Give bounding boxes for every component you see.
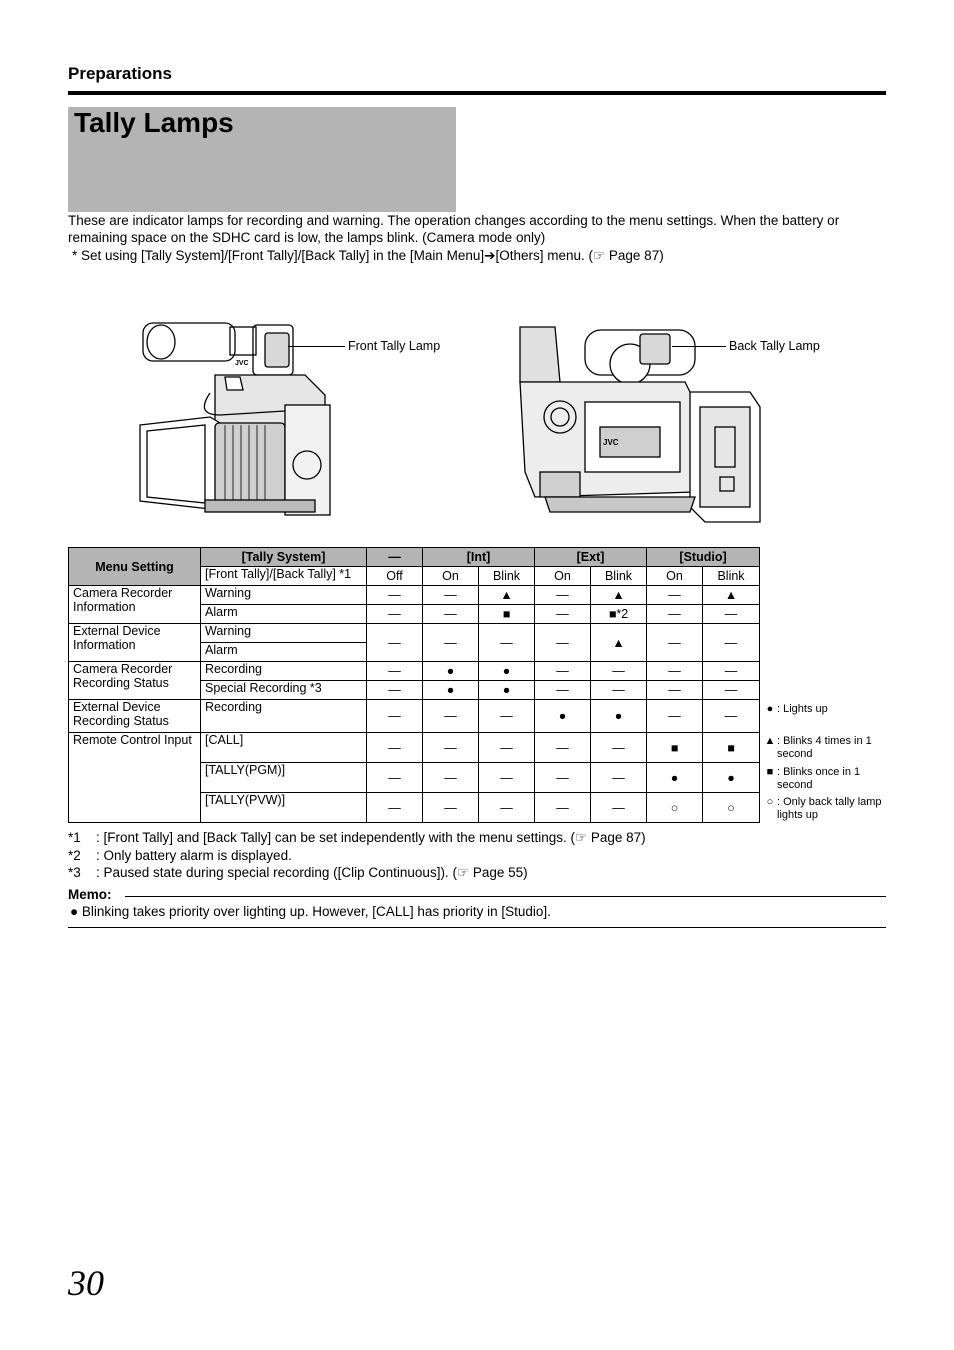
front-callout-line	[288, 346, 345, 347]
svg-text:JVC: JVC	[603, 438, 619, 447]
legend-lights-up: ● : Lights up	[763, 703, 888, 717]
open-circle-icon: ○	[766, 796, 774, 808]
table-row: Remote Control Input [CALL] — — — — — ■ ■	[69, 733, 760, 763]
square-icon: ■	[766, 766, 774, 778]
table-row: Special Recording *3 — ● ● — — — —	[69, 681, 760, 700]
table-header-row: Menu Setting [Tally System] — [Int] [Ext] [Studio]	[69, 548, 760, 567]
memo-label: Memo:	[68, 887, 112, 902]
table-row: External Device Recording Status Recording — — — ● ● — —	[69, 700, 760, 733]
bullet-icon: ●	[70, 904, 79, 919]
page-reference-icon: ☞	[593, 248, 606, 263]
svg-text:JVC: JVC	[235, 360, 249, 367]
footnote-3: *3 : Paused state during special recording ([Clip Continuous]). (☞ Page 55)	[68, 865, 528, 880]
triangle-icon: ▲	[764, 735, 776, 747]
legend-back-only: ○ : Only back tally lamp lights up	[763, 796, 888, 824]
page-reference-icon: ☞	[575, 830, 588, 845]
filled-circle-icon: ●	[766, 703, 774, 715]
memo-text: ● Blinking takes priority over lighting up. However, [CALL] has priority in [Studio].	[70, 904, 551, 919]
tally-table	[68, 547, 760, 823]
menu-setting-header: Menu Setting	[69, 548, 201, 586]
memo-rule	[125, 896, 886, 897]
page-reference-icon: ☞	[456, 865, 470, 880]
footnote-2: *2 : Only battery alarm is displayed.	[68, 848, 292, 863]
arrow-icon: ➔	[484, 248, 496, 263]
table-row: Alarm	[69, 643, 760, 662]
title-box	[68, 107, 456, 212]
header-rule	[68, 91, 886, 95]
legend-blinks-once: ■ : Blinks once in 1 second	[763, 766, 888, 794]
settings-note: * Set using [Tally System]/[Front Tally]/[Back Tally] in the [Main Menu]➔[Others] menu. (☞ Page 87)	[72, 248, 664, 263]
footnote-1: *1 : [Front Tally] and [Back Tally] can be set independently with the menu settings. (☞ Page 87)	[68, 830, 646, 845]
front-tally-label: Front Tally Lamp	[348, 339, 441, 353]
page-title: Tally Lamps	[74, 107, 234, 138]
table-row: Camera Recorder Recording Status Recording — ● ● — — — —	[69, 662, 760, 681]
intro-paragraph: These are indicator lamps for recording and warning. The operation changes according to the menu settings. When the battery or remaining space on the SDHC card is low, the lamps blink. (Camera mode only)	[68, 213, 840, 245]
page-number: 30	[68, 1263, 104, 1303]
memo-end-rule	[68, 927, 886, 928]
table-row: Alarm — — ■ — ■*2 — —	[69, 605, 760, 624]
table-row: Camera Recorder Information Warning — — ▲ — ▲ — ▲	[69, 586, 760, 605]
table-row: [TALLY(PVW)] — — — — — ○ ○	[69, 793, 760, 823]
section-heading: Preparations	[68, 64, 172, 83]
table-subheader-row: [Front Tally]/[Back Tally] *1 Off On Blink On Blink On Blink	[69, 567, 760, 586]
back-tally-label: Back Tally Lamp	[729, 339, 820, 353]
legend-blinks-4: ▲ : Blinks 4 times in 1 second	[764, 735, 872, 760]
table-row: External Device Information Warning — — — — ▲ — —	[69, 624, 760, 643]
table-row: [TALLY(PGM)] — — — — — ● ●	[69, 763, 760, 793]
back-callout-line	[672, 346, 726, 347]
